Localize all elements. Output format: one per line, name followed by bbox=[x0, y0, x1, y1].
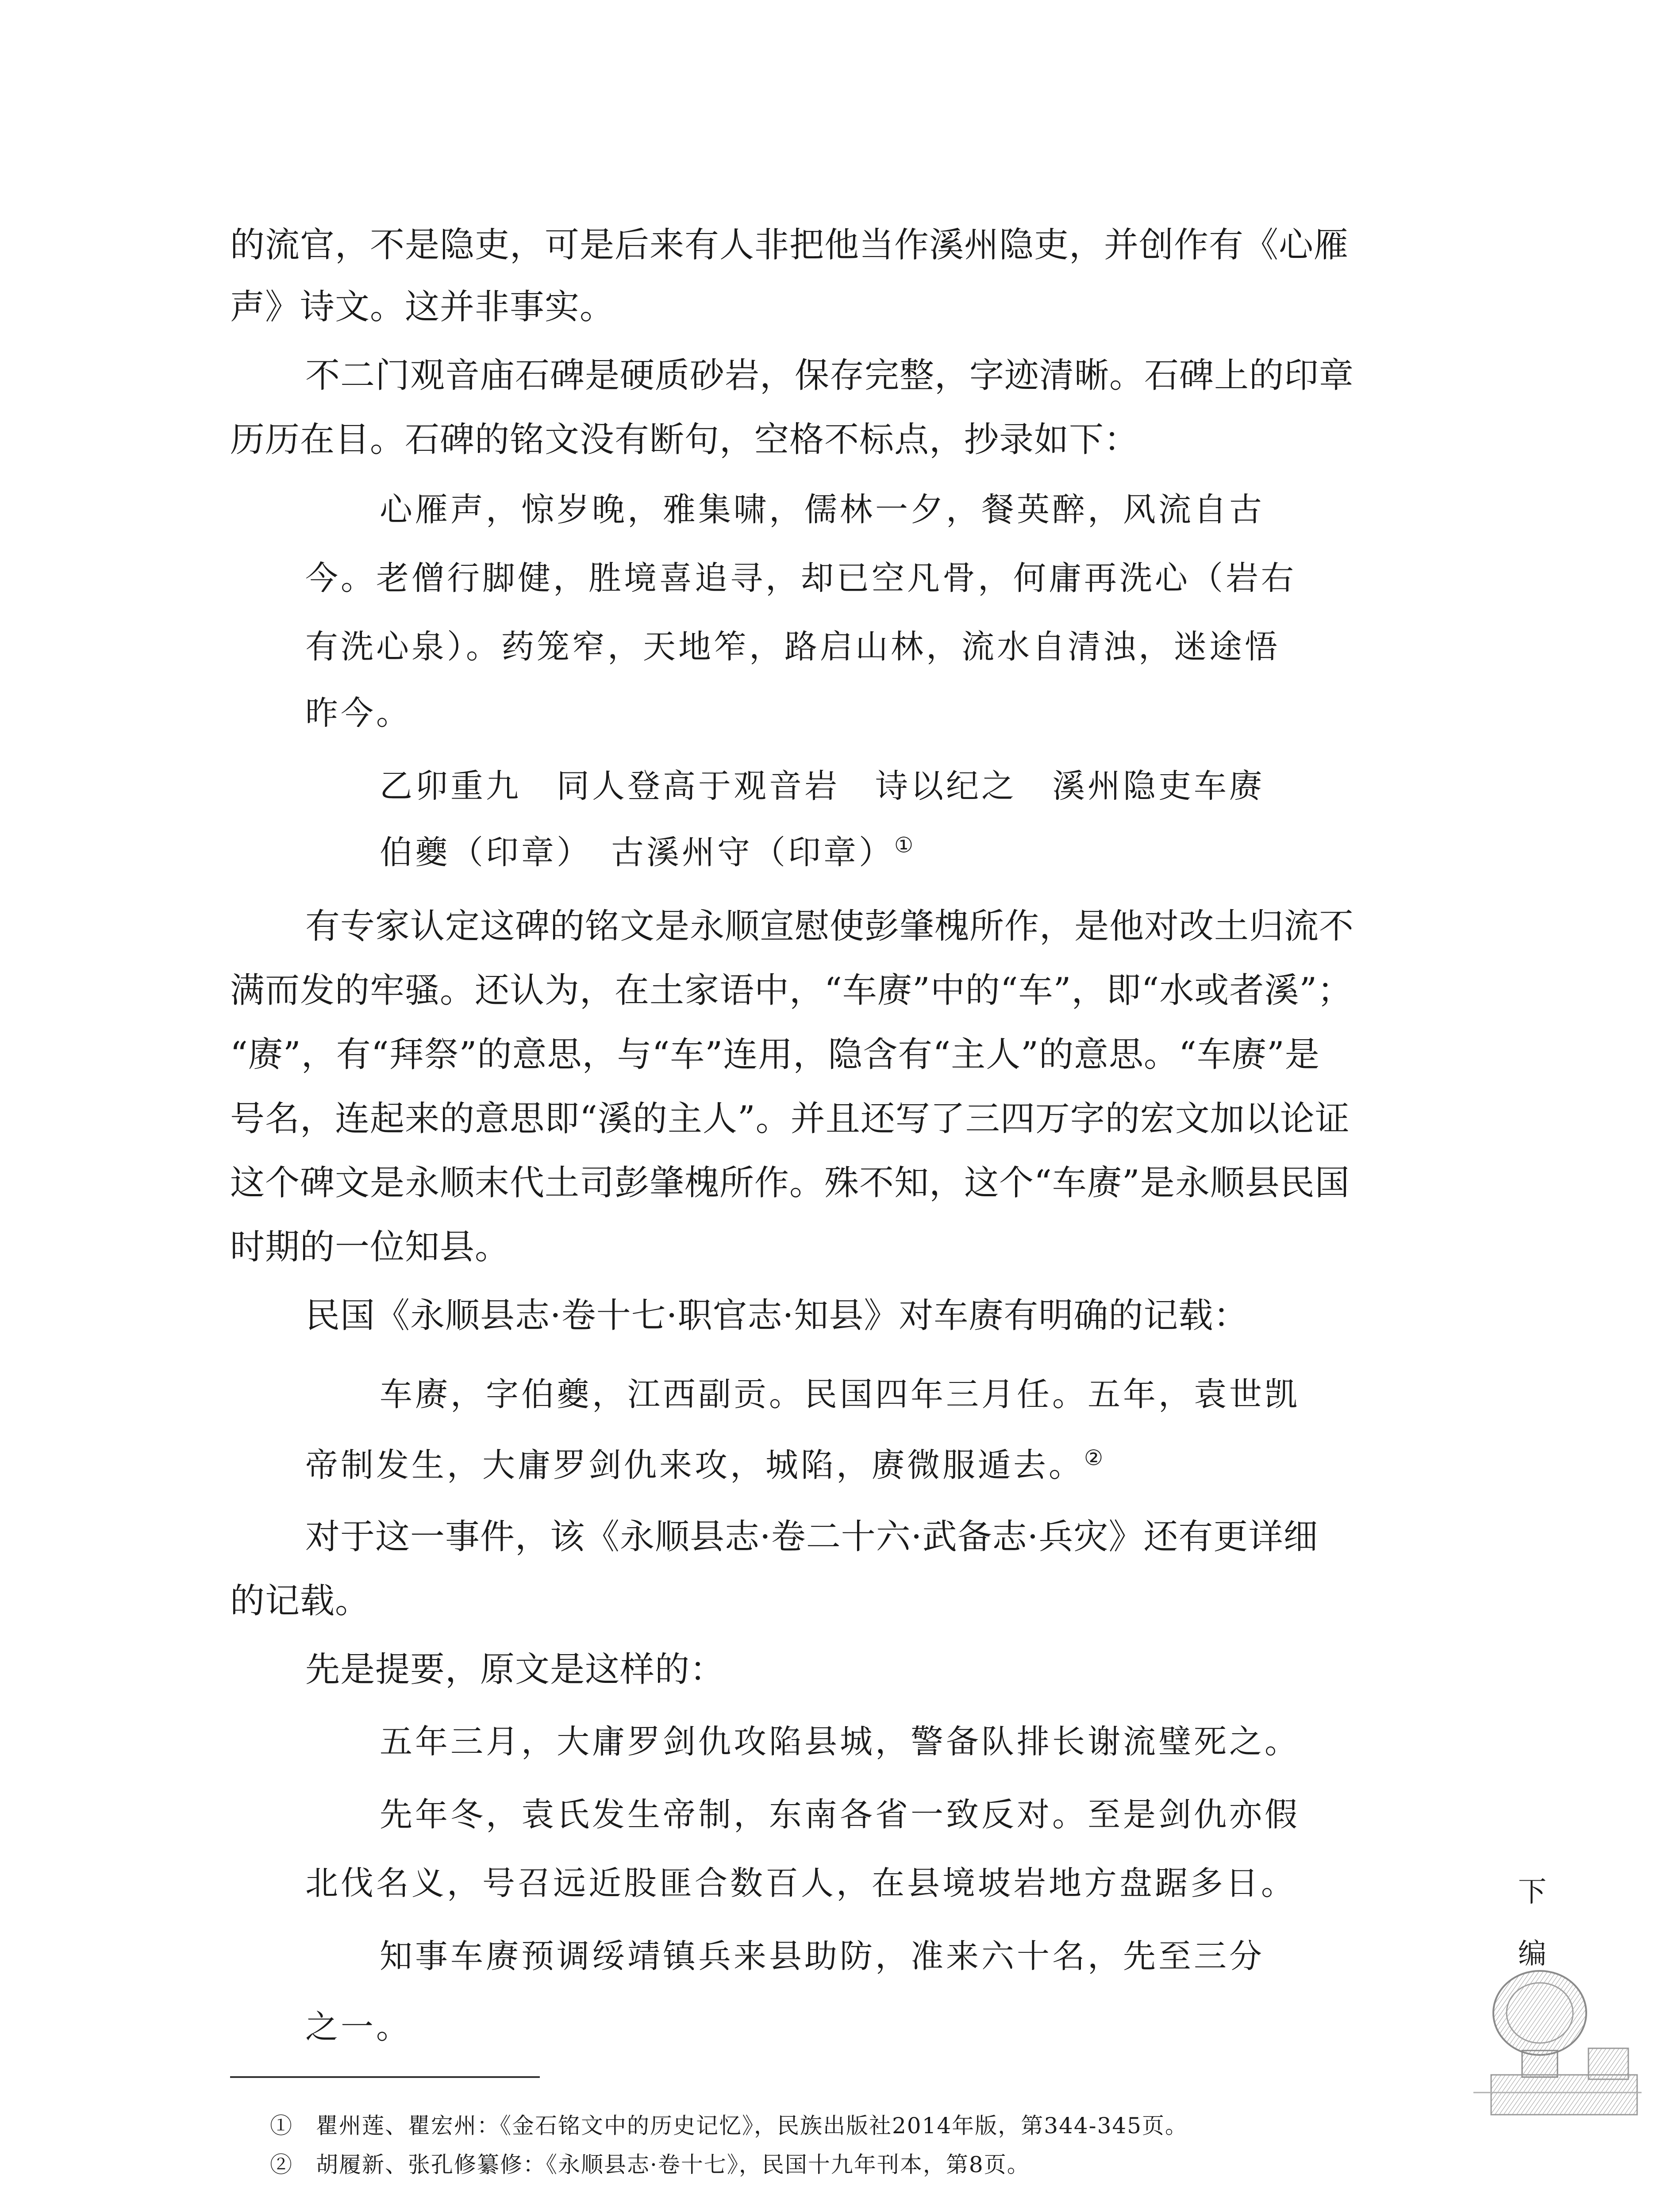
quote-line: 车赓，字伯夔，江西副贡。民国四年三月任。五年，袁世凯 bbox=[380, 1375, 1300, 1413]
body-line: 时期的一位知县。 bbox=[230, 1227, 510, 1267]
quote-line: 北伐名义，号召远近股匪合数百人，在县境坡岩地方盘踞多日。 bbox=[305, 1864, 1296, 1902]
quote-line: 心雁声，惊岁晚，雅集啸，儒林一夕，餐英醉，风流自古 bbox=[380, 491, 1265, 529]
section-label-char: 编 bbox=[1518, 1938, 1546, 1970]
body-line: 有专家认定这碑的铭文是永顺宣慰使彭肇槐所作，是他对改土归流不 bbox=[305, 906, 1354, 946]
quote-text-span: 帝制发生，大庸罗剑仇来攻，城陷，赓微服遁去。 bbox=[305, 1446, 1084, 1484]
section-label-char: 下 bbox=[1518, 1876, 1546, 1909]
quote-text-span: 伯夔（印章） 古溪州守（印章） bbox=[380, 833, 894, 872]
quote-line: 昨今。 bbox=[305, 694, 411, 732]
quote-line: 先年冬，袁氏发生帝制，东南各省一致反对。至是剑仇亦假 bbox=[380, 1796, 1300, 1834]
quote-line: 知事车赓预调绥靖镇兵来县助防，准来六十名，先至三分 bbox=[380, 1937, 1265, 1975]
footnote-2: ② 胡履新、张孔修纂修：《永顺县志·卷十七》，民国十九年刊本，第8页。 bbox=[270, 2152, 1030, 2177]
quote-line: 有洗心泉）。药笼窄，天地笮，路启山林，流水自清浊，迷途悟 bbox=[305, 628, 1280, 666]
body-line: 号名，连起来的意思即“溪的主人”。并且还写了三四万字的宏文加以论证 bbox=[230, 1099, 1350, 1139]
body-line: 满而发的牢骚。还认为，在土家语中，“车赓”中的“车”，即“水或者溪”； bbox=[230, 971, 1353, 1010]
body-line: 历历在目。石碑的铭文没有断句，空格不标点，抄录如下： bbox=[230, 420, 1139, 460]
body-line: “赓”，有“拜祭”的意思，与“车”连用，隐含有“主人”的意思。“车赓”是 bbox=[230, 1035, 1320, 1075]
quote-line bbox=[380, 833, 916, 872]
quote-line: 今。老僧行脚健，胜境喜追寻，却已空凡骨，何庸再洗心（岩右 bbox=[305, 559, 1296, 597]
body-line: 声》诗文。这并非事实。 bbox=[230, 287, 615, 327]
body-line: 对于这一事件，该《永顺县志·卷二十六·武备志·兵灾》还有更详细 bbox=[305, 1517, 1319, 1557]
footnote-1: ① 瞿州莲、瞿宏州：《金石铭文中的历史记忆》，民族出版社2014年版，第344-345页。 bbox=[270, 2113, 1188, 2139]
quote-line: 五年三月，大庸罗剑仇攻陷县城，警备队排长谢流璧死之。 bbox=[380, 1723, 1300, 1761]
footnote-marker-1[interactable]: ① bbox=[894, 833, 916, 858]
body-line: 这个碑文是永顺末代土司彭肇槐所作。殊不知，这个“车赓”是永顺县民国 bbox=[230, 1163, 1350, 1203]
body-line: 先是提要，原文是这样的： bbox=[305, 1650, 725, 1690]
body-line: 的记载。 bbox=[230, 1581, 370, 1621]
body-line: 不二门观音庙石碑是硬质砂岩，保存完整，字迹清晰。石碑上的印章 bbox=[305, 356, 1354, 396]
quote-line: 乙卯重九 同人登高于观音岩 诗以纪之 溪州隐吏车赓 bbox=[380, 767, 1265, 805]
decorative-seal-illustration bbox=[1473, 1960, 1642, 2119]
quote-line: 之一。 bbox=[305, 2008, 411, 2046]
body-line: 的流官，不是隐吏，可是后来有人非把他当作溪州隐吏，并创作有《心雁 bbox=[230, 225, 1349, 265]
footnote-marker-2[interactable]: ② bbox=[1084, 1445, 1106, 1471]
quote-line bbox=[305, 1445, 1106, 1484]
footnote-divider bbox=[230, 2076, 540, 2078]
body-line: 民国《永顺县志·卷十七·职官志·知县》对车赓有明确的记载： bbox=[305, 1296, 1249, 1336]
